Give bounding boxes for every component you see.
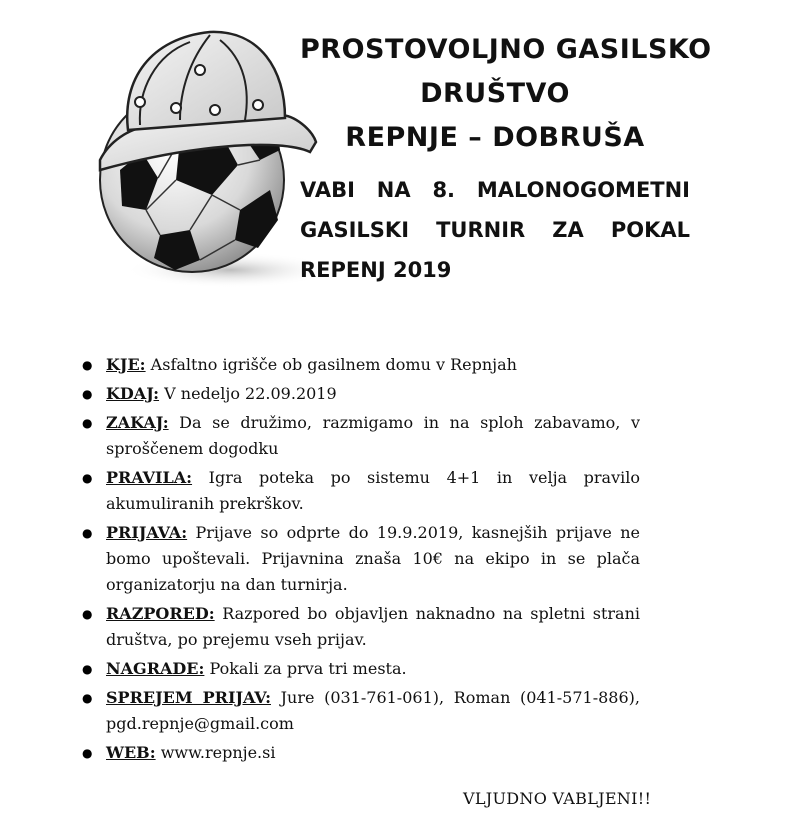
list-item [106, 410, 640, 462]
detail-label: RAZPORED: [106, 604, 215, 623]
closing-text: VLJUDNO VABLJENI!! [463, 789, 652, 808]
tournament-invitation: VABI NA 8. MALONOGOMETNI GASILSKI TURNIR ZA POKAL REPENJ 2019 [300, 178, 690, 282]
list-item [106, 740, 640, 766]
detail-text: www.repnje.si [160, 743, 276, 762]
organization-title [300, 28, 712, 160]
detail-label: NAGRADE: [106, 659, 205, 678]
org-name-line-3: REPNJE – DOBRUŠA [345, 122, 645, 153]
detail-text: Da se družimo, razmigamo in na sploh zabavamo, v sproščenem dogodku [106, 413, 640, 458]
helmet-soccer-ball-illustration [80, 20, 320, 290]
detail-text: Prijave so odprte do 19.9.2019, kasnejših prijave ne bomo upoštevali. Prijavnina znaša 10€ na ekipo in se plača organizatorju na dan turnirja. [106, 523, 640, 594]
list-item [106, 465, 640, 517]
list-item [106, 381, 640, 407]
list-item [106, 685, 640, 737]
list-item [106, 601, 640, 653]
detail-label: PRAVILA: [106, 468, 193, 487]
detail-text: Igra poteka po sistemu 4+1 in velja pravilo akumuliranih prekrškov. [106, 468, 640, 513]
firefighter-helmet-icon [100, 32, 316, 170]
detail-text: Pokali za prva tri mesta. [209, 659, 407, 678]
detail-label: KJE: [106, 355, 146, 374]
list-item [106, 352, 640, 378]
detail-text: Asfaltno igrišče ob gasilnem domu v Repnjah [150, 355, 517, 374]
list-item [106, 520, 640, 598]
detail-label: PRIJAVA: [106, 523, 188, 542]
list-item [106, 656, 640, 682]
detail-text: Jure (031-761-061), Roman (041-571-886), pgd.repnje@gmail.com [106, 688, 640, 733]
detail-label: KDAJ: [106, 384, 160, 403]
detail-label: ZAKAJ: [106, 413, 169, 432]
detail-label: SPREJEM PRIJAV: [106, 688, 271, 707]
org-name-line-2: DRUŠTVO [420, 78, 570, 109]
detail-text: Razpored bo objavljen naknadno na spletni strani društva, po prejemu vseh prijav. [106, 604, 640, 649]
org-name-line-1: PROSTOVOLJNO GASILSKO [300, 34, 712, 65]
detail-label: WEB: [106, 743, 156, 762]
detail-text: V nedeljo 22.09.2019 [164, 384, 337, 403]
event-details-list [106, 352, 640, 769]
